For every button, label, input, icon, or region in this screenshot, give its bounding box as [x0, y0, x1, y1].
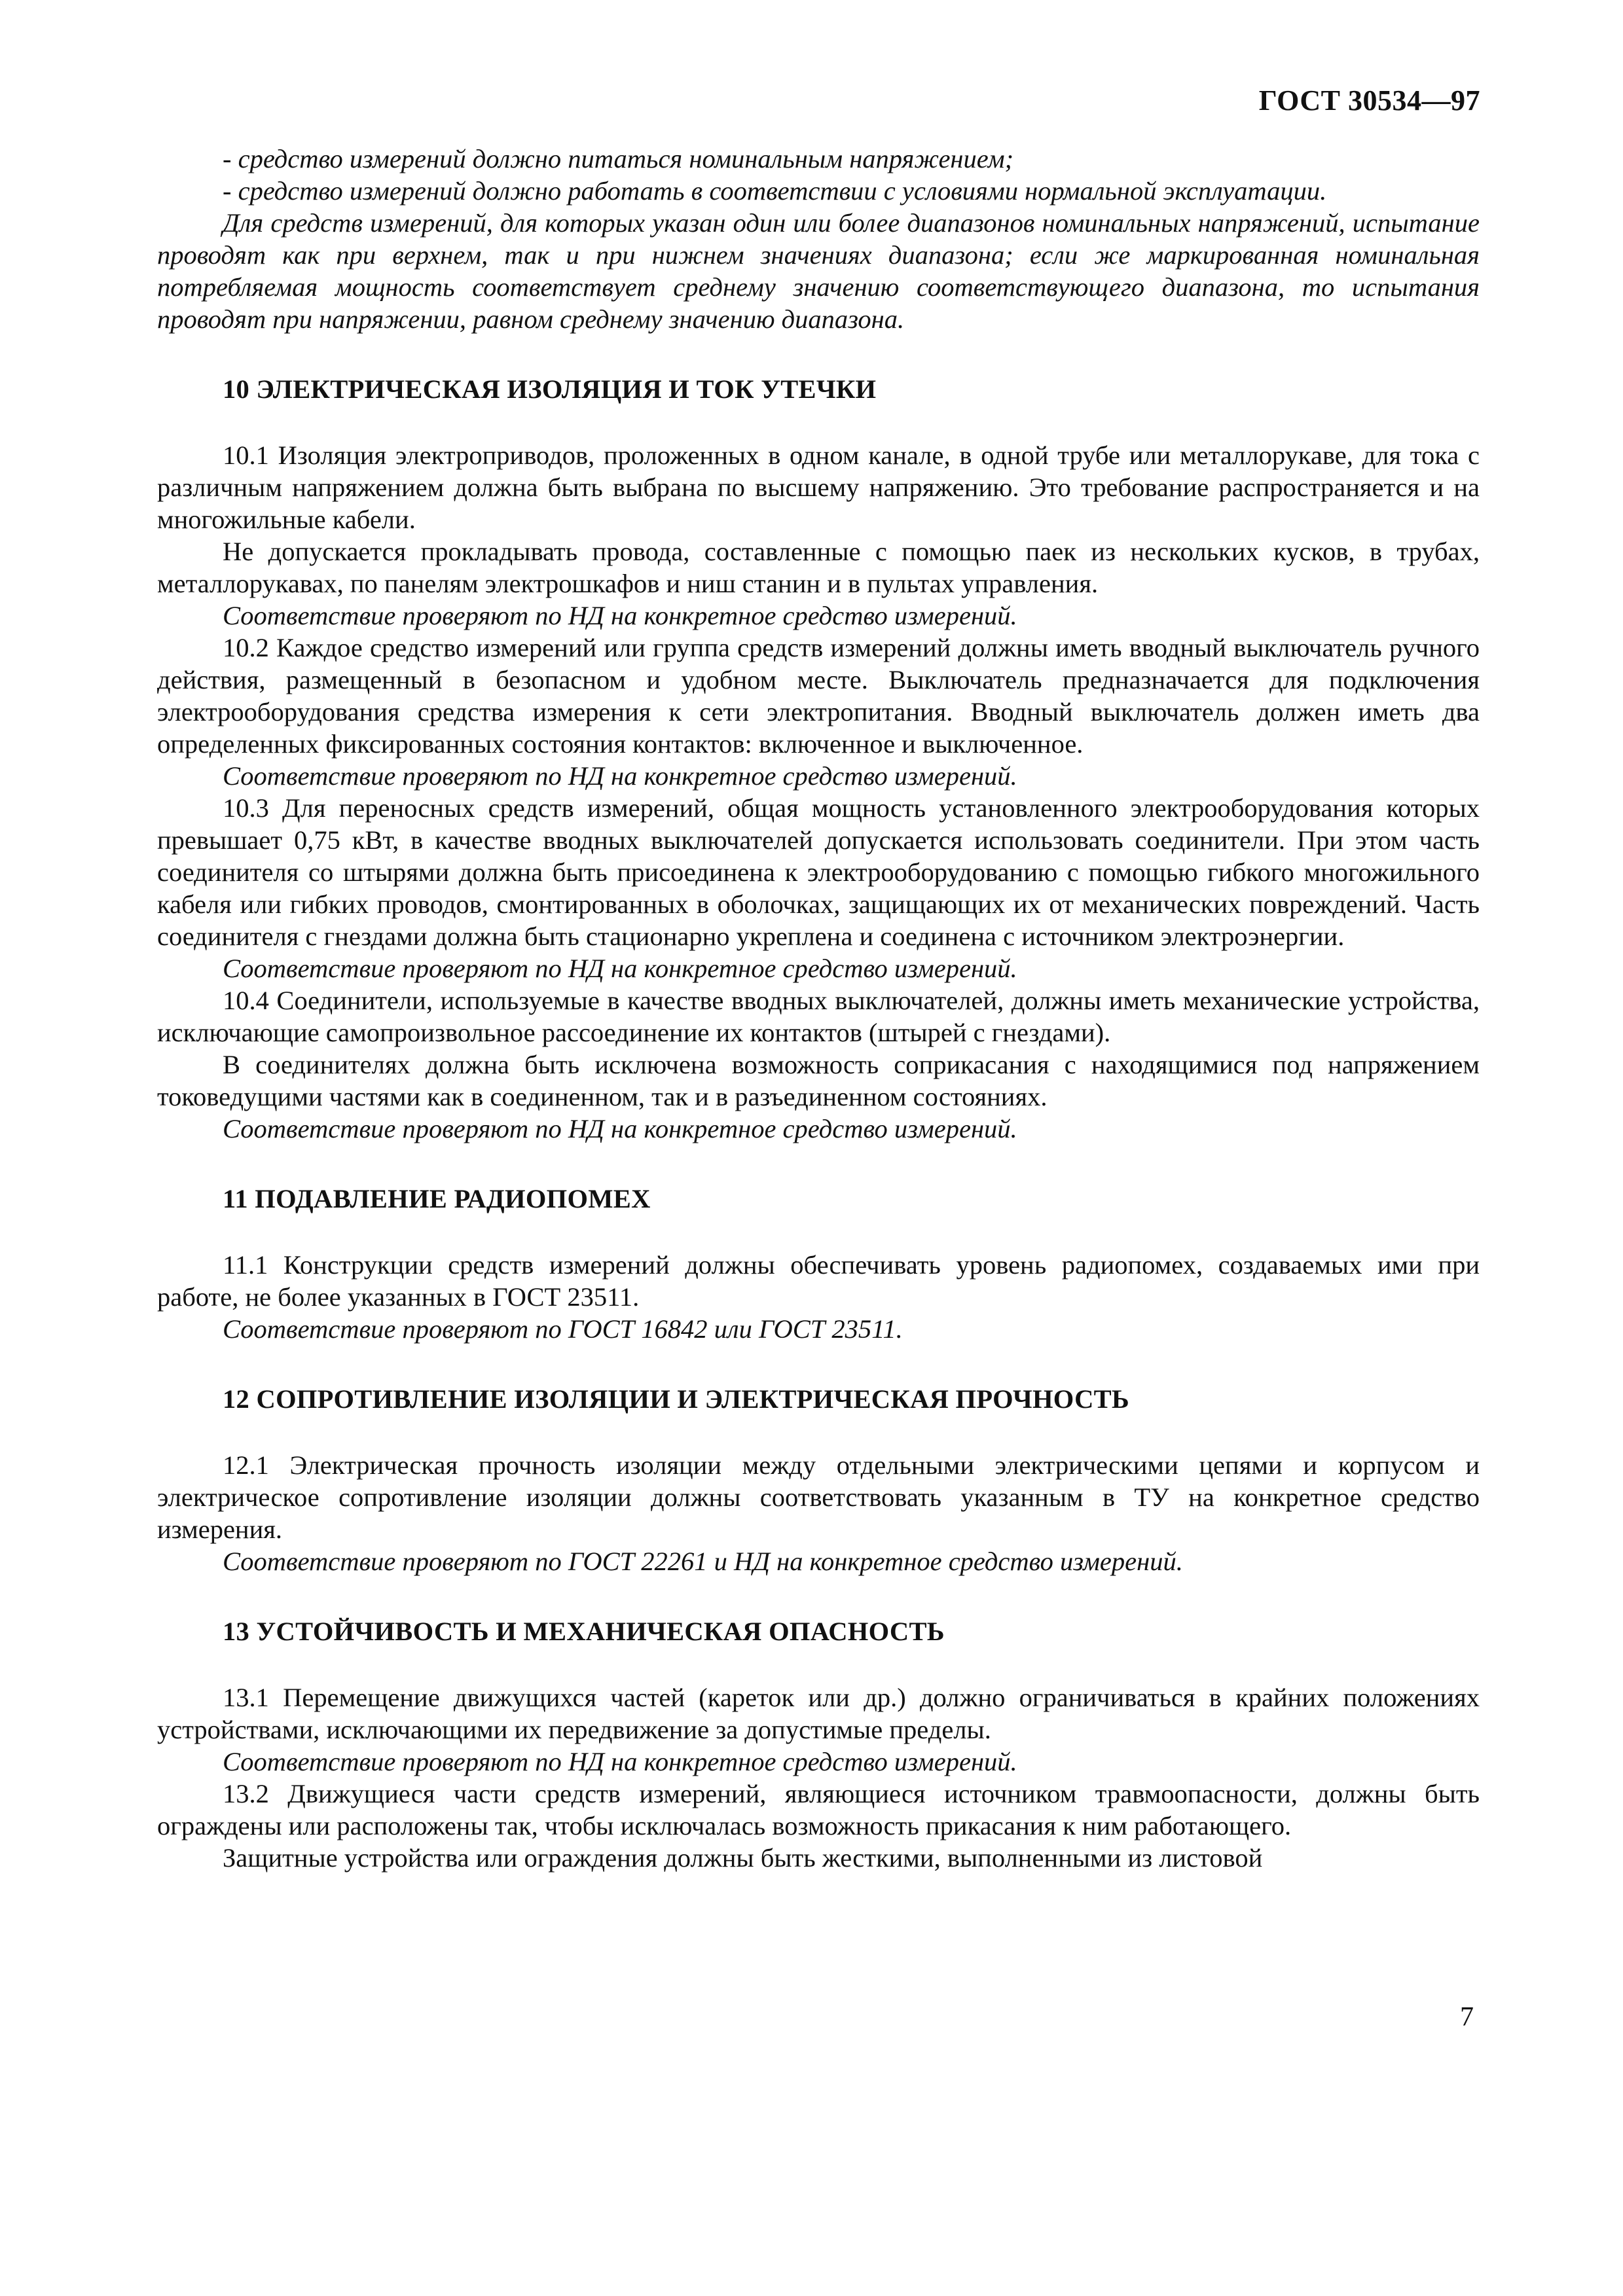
paragraph: 10.4 Соединители, используемые в качестве вводных выключателей, должны иметь механические устройства, исключающие самопроизвольное рассоединение их контактов (штырей с гнездами). — [157, 986, 1480, 1047]
paragraph: 12.1 Электрическая прочность изоляции между отдельными электрическими цепями и корпусом и электрическое сопротивление изоляции должны соответствовать указанным в ТУ на конкретное средство измерения. — [157, 1450, 1480, 1544]
paragraph: 11.1 Конструкции средств измерений должны обеспечивать уровень радиопомех, создаваемых ими при работе, не более указанных в ГОСТ 23511. — [157, 1250, 1480, 1312]
document-body — [157, 143, 1480, 1874]
paragraph: В соединителях должна быть исключена возможность соприкасания с находящимися под напряжением токоведущими частями как в соединенном, так и в разъединенном состояниях. — [157, 1050, 1480, 1111]
compliance-note: Соответствие проверяют по ГОСТ 22261 и НД на конкретное средство измерений. — [223, 1547, 1183, 1576]
page-number: 7 — [1460, 2002, 1474, 2032]
section-heading-13: 13 УСТОЙЧИВОСТЬ И МЕХАНИЧЕСКАЯ ОПАСНОСТЬ — [223, 1617, 945, 1646]
paragraph: 10.3 Для переносных средств измерений, общая мощность установленного электрооборудования которых превышает 0,75 кВт, в качестве вводных выключателей допускается использовать соединители. При этом часть соединителя со штырями должна быть присоединена к электрооборудованию с помощью гибкого многожильного кабеля или гибких проводов, смонтированных в оболочках, защищающих их от механических повреждений. Часть соединителя с гнездами должна быть стационарно укреплена и соединена с источником электроэнергии. — [157, 793, 1480, 951]
compliance-note: Соответствие проверяют по НД на конкретное средство измерений. — [223, 1747, 1017, 1776]
paragraph: - средство измерений должно питаться номинальным напряжением; — [223, 144, 1014, 173]
section-heading-12: 12 СОПРОТИВЛЕНИЕ ИЗОЛЯЦИИ И ЭЛЕКТРИЧЕСКАЯ ПРОЧНОСТЬ — [223, 1384, 1130, 1414]
paragraph: - средство измерений должно работать в соответствии с условиями нормальной эксплуатации. — [223, 176, 1327, 206]
paragraph: Защитные устройства или ограждения должны быть жесткими, выполненными из листовой — [223, 1843, 1263, 1873]
paragraph: Не допускается прокладывать провода, составленные с помощью паек из нескольких кусков, в трубах, металлорукавах, по панелям электрошкафов и ниш станин и в пультах управления. — [157, 537, 1480, 598]
section-heading-11: 11 ПОДАВЛЕНИЕ РАДИОПОМЕХ — [223, 1184, 651, 1213]
section-heading-10: 10 ЭЛЕКТРИЧЕСКАЯ ИЗОЛЯЦИЯ И ТОК УТЕЧКИ — [223, 374, 877, 404]
paragraph: 13.2 Движущиеся части средств измерений, являющиеся источником травмоопасности, должны быть ограждены или расположены так, чтобы исключалась возможность прикасания к ним работающего. — [157, 1779, 1480, 1840]
paragraph: 13.1 Перемещение движущихся частей (кареток или др.) должно ограничиваться в крайних положениях устройствами, исключающими их передвижение за допустимые пределы. — [157, 1683, 1480, 1744]
compliance-note: Соответствие проверяют по ГОСТ 16842 или ГОСТ 23511. — [223, 1314, 903, 1344]
compliance-note: Соответствие проверяют по НД на конкретное средство измерений. — [223, 1114, 1017, 1143]
compliance-note: Соответствие проверяют по НД на конкретное средство измерений. — [223, 601, 1017, 630]
paragraph: 10.1 Изоляция электроприводов, проложенных в одном канале, в одной трубе или металлорукаве, для тока с различным напряжением должна быть выбрана по высшему напряжению. Это требование распространяется и на многожильные кабели. — [157, 440, 1480, 534]
paragraph: Для средств измерений, для которых указан один или более диапазонов номинальных напряжений, испытание проводят как при верхнем, так и при нижнем значениях диапазона; если же маркированная номинальная потребляемая мощность соответствует среднему значению соответствующего диапазона, то испытания проводят при напряжении, равном среднему значению диапазона. — [157, 208, 1480, 334]
compliance-note: Соответствие проверяют по НД на конкретное средство измерений. — [223, 954, 1017, 983]
paragraph: 10.2 Каждое средство измерений или группа средств измерений должны иметь вводный выключатель ручного действия, размещенный в безопасном и удобном месте. Выключатель предназначается для подключения электрооборудования средства измерения к сети электропитания. Вводный выключатель должен иметь два определенных фиксированных состояния контактов: включенное и выключенное. — [157, 633, 1480, 759]
compliance-note: Соответствие проверяют по НД на конкретное средство измерений. — [223, 761, 1017, 791]
document-header: ГОСТ 30534—97 — [1258, 84, 1480, 117]
